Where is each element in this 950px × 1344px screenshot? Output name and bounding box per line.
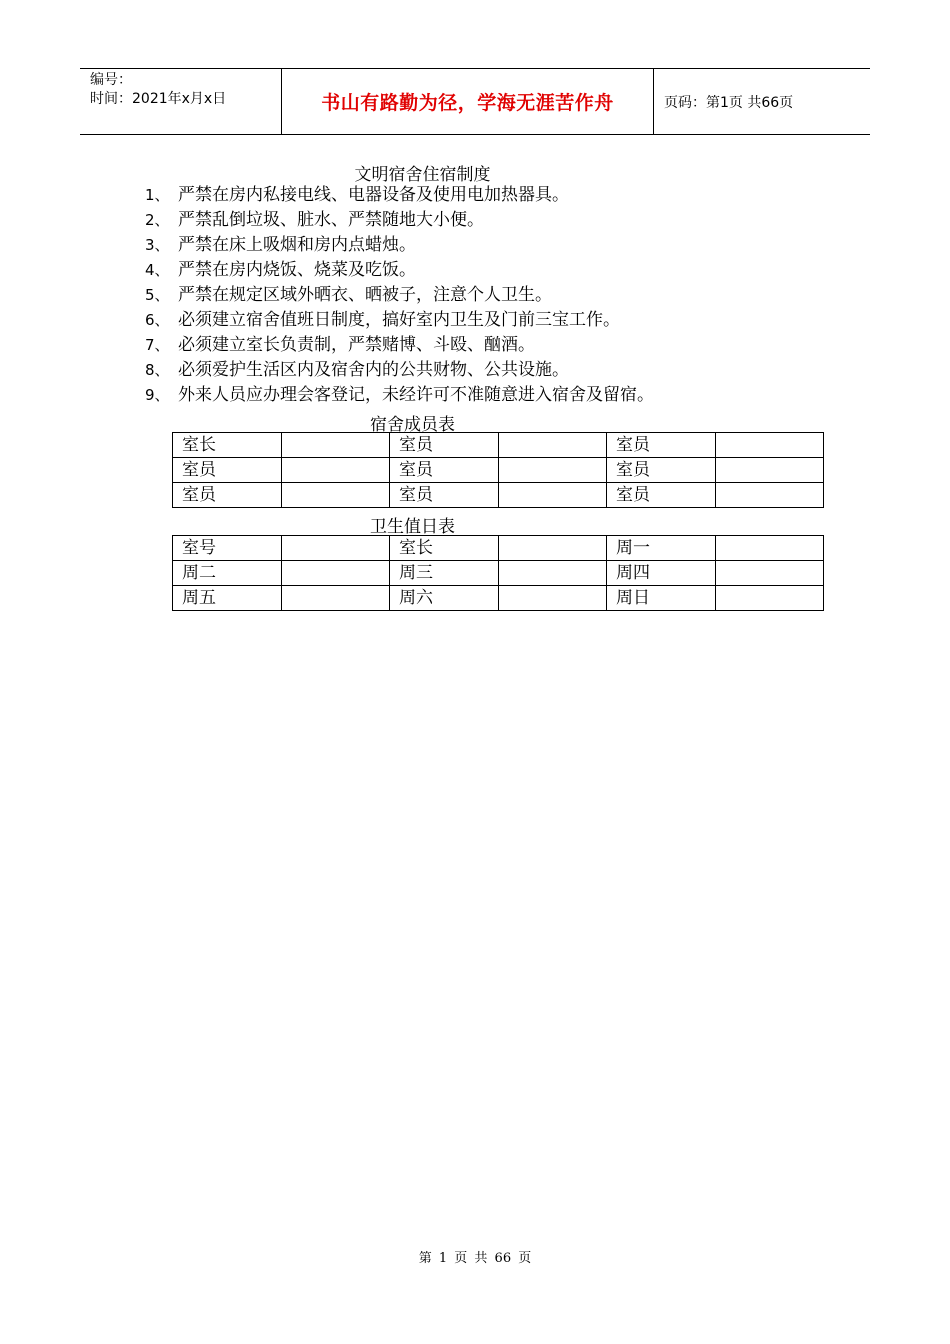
- table-cell: [498, 458, 607, 483]
- rule-text: 严禁在房内烧饭、烧菜及吃饭。: [178, 260, 416, 280]
- table-cell: [281, 536, 390, 561]
- table-cell: 周三: [390, 561, 499, 586]
- rule-number: 9、: [145, 386, 170, 404]
- table-cell: 室员: [390, 458, 499, 483]
- rule-number: 2、: [145, 211, 170, 229]
- table-cell: [498, 586, 607, 611]
- rule-item: [145, 208, 654, 233]
- table-cell: [715, 561, 824, 586]
- table-cell: 室员: [390, 483, 499, 508]
- table-cell: 室号: [173, 536, 282, 561]
- rule-number: 7、: [145, 336, 170, 354]
- table-cell: [715, 433, 824, 458]
- rule-number: 4、: [145, 261, 170, 279]
- rules-list: [145, 183, 654, 408]
- table-cell: 室长: [390, 536, 499, 561]
- duty-table-title: 卫生值日表: [370, 517, 455, 537]
- table-cell: 周五: [173, 586, 282, 611]
- rule-number: 3、: [145, 236, 170, 254]
- rule-number: 6、: [145, 311, 170, 329]
- table-row: [173, 458, 824, 483]
- table-cell: [715, 536, 824, 561]
- rule-number: 1、: [145, 186, 170, 204]
- duty-table: [172, 535, 824, 611]
- rule-item: [145, 333, 654, 358]
- table-cell: 室长: [173, 433, 282, 458]
- table-row: [173, 561, 824, 586]
- table-cell: 室员: [390, 433, 499, 458]
- page-header: [80, 68, 870, 135]
- members-table: [172, 432, 824, 508]
- rule-text: 外来人员应办理会客登记，未经许可不准随意进入宿舍及留宿。: [178, 385, 654, 405]
- table-cell: 周一: [607, 536, 716, 561]
- table-cell: [281, 433, 390, 458]
- rule-item: [145, 358, 654, 383]
- rule-item: [145, 283, 654, 308]
- table-row: [173, 586, 824, 611]
- table-cell: 室员: [607, 433, 716, 458]
- rule-text: 必须建立宿舍值班日制度，搞好室内卫生及门前三宝工作。: [178, 310, 620, 330]
- rule-item: [145, 383, 654, 408]
- header-slogan: 书山有路勤为径，学海无涯苦作舟: [282, 69, 654, 134]
- table-cell: [498, 433, 607, 458]
- rule-text: 必须建立室长负责制，严禁赌博、斗殴、酗酒。: [178, 335, 535, 355]
- table-cell: 室员: [173, 458, 282, 483]
- table-cell: [715, 458, 824, 483]
- members-table-title: 宿舍成员表: [370, 415, 455, 435]
- header-page-info: 页码：第1页 共66页: [664, 94, 794, 111]
- rule-item: [145, 183, 654, 208]
- table-cell: 室员: [173, 483, 282, 508]
- header-meta: [80, 69, 282, 134]
- rule-item: [145, 258, 654, 283]
- rule-text: 严禁在房内私接电线、电器设备及使用电加热器具。: [178, 185, 569, 205]
- table-cell: [281, 586, 390, 611]
- table-cell: 周日: [607, 586, 716, 611]
- document-title: 文明宿舍住宿制度: [354, 165, 491, 185]
- table-cell: [281, 561, 390, 586]
- table-cell: [281, 458, 390, 483]
- table-cell: 室员: [607, 458, 716, 483]
- document-time-label: 时间：2021年x月x日: [90, 91, 227, 107]
- table-cell: [715, 586, 824, 611]
- rule-item: [145, 233, 654, 258]
- table-cell: 周四: [607, 561, 716, 586]
- table-row: [173, 433, 824, 458]
- table-cell: [281, 483, 390, 508]
- rule-text: 必须爱护生活区内及宿舍内的公共财物、公共设施。: [178, 360, 569, 380]
- table-row: [173, 483, 824, 508]
- rule-text: 严禁在床上吸烟和房内点蜡烛。: [178, 235, 416, 255]
- table-cell: [498, 561, 607, 586]
- rule-number: 5、: [145, 286, 170, 304]
- rule-text: 严禁在规定区域外晒衣、晒被子，注意个人卫生。: [178, 285, 552, 305]
- rule-number: 8、: [145, 361, 170, 379]
- rule-text: 严禁乱倒垃圾、脏水、严禁随地大小便。: [178, 210, 484, 230]
- table-cell: 周二: [173, 561, 282, 586]
- table-cell: [715, 483, 824, 508]
- table-cell: 周六: [390, 586, 499, 611]
- table-row: [173, 536, 824, 561]
- table-cell: 室员: [607, 483, 716, 508]
- document-number-label: 编号：: [90, 72, 132, 88]
- rule-item: [145, 308, 654, 333]
- page-footer: 第 1 页 共 66 页: [418, 1251, 532, 1266]
- table-cell: [498, 483, 607, 508]
- table-cell: [498, 536, 607, 561]
